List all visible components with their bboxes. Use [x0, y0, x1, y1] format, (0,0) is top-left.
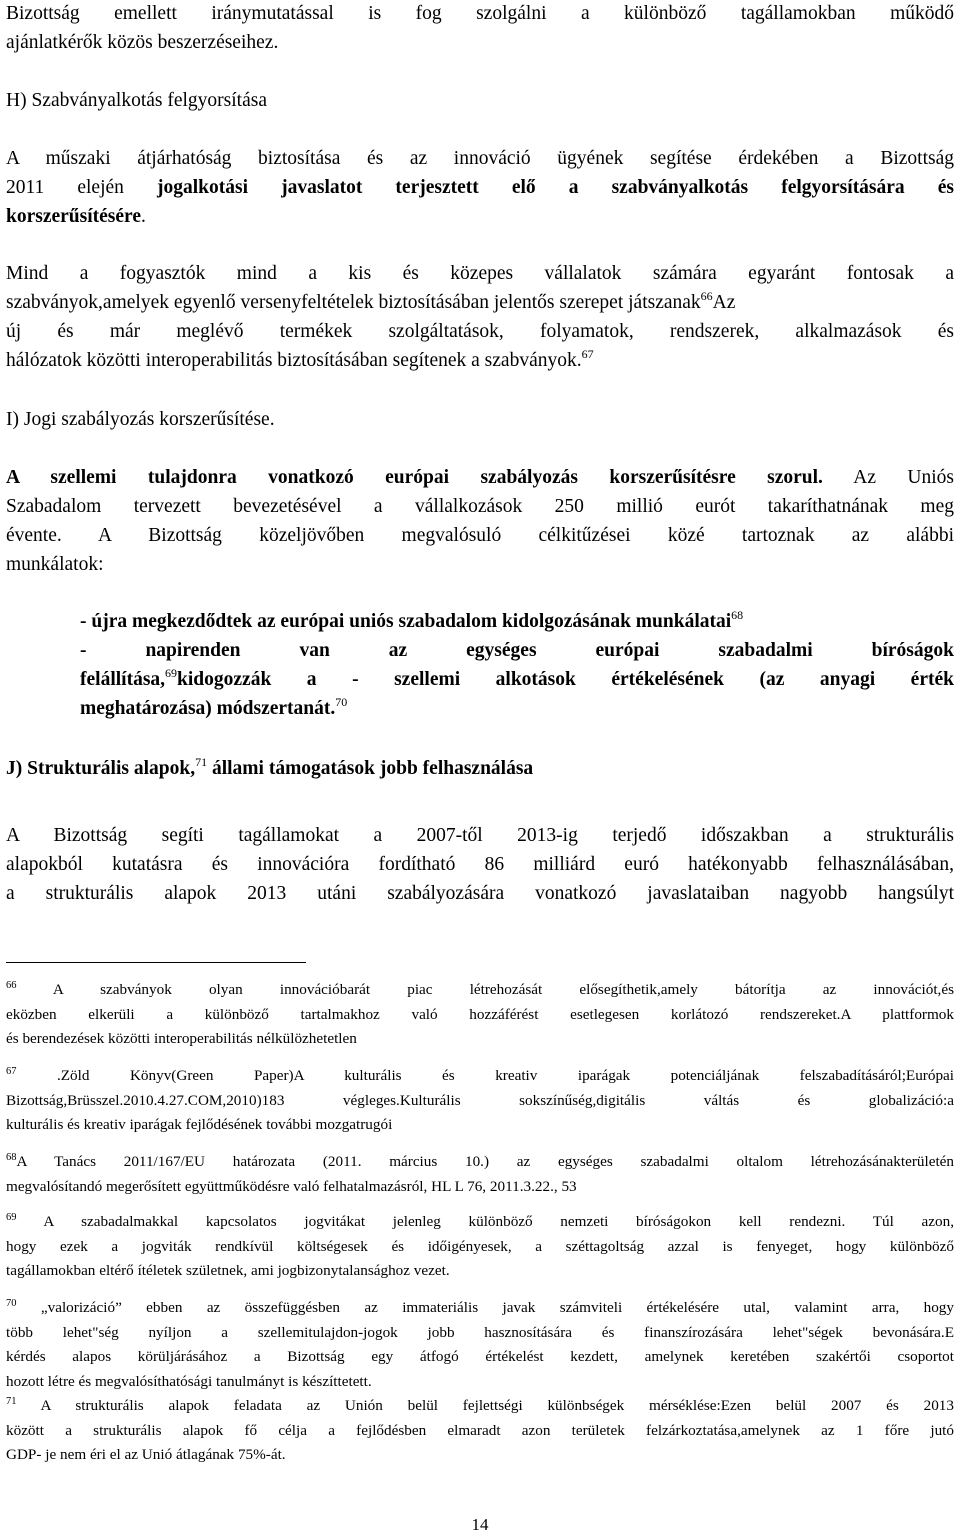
footnote-71	[6, 1394, 954, 1468]
footnote-ref[interactable]: 66	[700, 289, 713, 303]
text-span: A strukturális alapok feladata az Unión belül fejlettségi különbségek mérséklése:Ezen belül 2007 és 2013	[16, 1397, 954, 1414]
text-line	[6, 346, 954, 375]
bold-text: meghatározása) módszertanát.	[80, 698, 336, 719]
footnote-number: 69	[6, 1212, 17, 1223]
footnote-line: GDP- je nem éri el az Unió átlagának 75%-át.	[6, 1446, 286, 1463]
footnote-line: megvalósítandó megerősített együttműködésre való felhatalmazásról, HL L 76, 2011.3.22., 53	[6, 1177, 577, 1195]
text-line	[6, 202, 954, 231]
bullet-list	[80, 607, 954, 723]
list-item	[80, 694, 954, 723]
footnote-68	[6, 1150, 954, 1199]
footnote-line: eközben elkerüli a különböző tartalmakhoz való hozzáférést esetlegesen korlátozó rendszereket.A plattformok	[6, 1005, 954, 1023]
footnote-separator	[6, 962, 306, 963]
list-item	[80, 607, 954, 636]
text-span: Az Uniós	[822, 467, 954, 488]
paragraph-intro	[6, 0, 954, 57]
footnote-line: Bizottság,Brüsszel.2010.4.27.COM,2010)183 végleges.Kulturális sokszínűség,digitális váltás és globalizáció:a	[6, 1091, 954, 1109]
footnote-number: 67	[6, 1066, 17, 1077]
text-line: munkálatok:	[6, 554, 104, 575]
text-span: A Tanács 2011/167/EU határozata (2011. március 10.) az egységes szabadalmi oltalom létrehozásánakterületén	[16, 1153, 954, 1170]
footnote-line	[6, 978, 954, 1003]
footnote-line	[6, 1150, 954, 1175]
text-line: Bizottság emellett iránymutatással is fog szolgálni a különböző tagállamokban működő	[6, 3, 954, 24]
bold-text: - napirenden van az egységes európai szabadalmi bíróságok	[80, 640, 954, 661]
text-line: A műszaki átjárhatóság biztosítása és az innováció ügyének segítése érdekében a Bizottság	[6, 148, 954, 169]
text-line: a strukturális alapok 2013 utáni szabályozására vonatkozó javaslataiban nagyobb hangsúlyt	[6, 883, 954, 904]
paragraph-i	[6, 463, 954, 579]
bold-text: jogalkotási javaslatot terjesztett elő a szabványalkotás felgyorsítására és	[157, 177, 954, 198]
bold-text: állami támogatások jobb felhasználása	[211, 758, 534, 779]
footnote-69	[6, 1210, 954, 1284]
footnote-66	[6, 978, 954, 1052]
bold-text: A szellemi tulajdonra vonatkozó európai szabályozás korszerűsítésre szorul.	[6, 467, 823, 488]
heading-text	[6, 754, 954, 783]
paragraph-h	[6, 144, 954, 231]
text-line	[6, 463, 954, 492]
text-span: A szabványok olyan innovációbarát piac létrehozását elősegíthetik,amely bátorítja az innovációt,és	[16, 981, 954, 998]
bold-text: kidogozzák a - szellemi alkotások értékelésének (az anyagi érték	[177, 669, 954, 690]
text-line	[6, 288, 954, 317]
text-span: „valorizáció” ebben az összefüggésben az immateriális javak számviteli értékelésére utal, valamint arra, hogy	[16, 1299, 954, 1316]
text-line	[6, 173, 954, 202]
text-span: szabványok,amelyek egyenlő versenyfeltételek biztosításában jelentős szerepet játszanak	[6, 292, 701, 313]
paragraph-j	[6, 821, 954, 908]
footnote-line	[6, 1210, 954, 1235]
paragraph-standards	[6, 259, 954, 375]
section-heading-j	[6, 754, 954, 783]
list-item	[80, 665, 954, 694]
bold-text: J) Strukturális alapok,	[6, 758, 196, 779]
footnote-line	[6, 1064, 954, 1089]
bold-text: - újra megkezdődtek az európai uniós szabadalom kidolgozásának munkálatai	[80, 611, 732, 632]
list-item	[80, 636, 954, 665]
footnote-line: hogy ezek a jogviták rendkívül költségesek és időigényesek, a széttagoltság azzal is fenyeget, hogy különböző	[6, 1237, 954, 1255]
text-line: évente. A Bizottság közeljövőben megvalósuló célkitűzései közé tartoznak az alábbi	[6, 525, 954, 546]
footnote-line: között a strukturális alapok fő célja a fejlődésben elmaradt azon területek felzárkoztatása,amelynek az 1 főre jutó	[6, 1421, 954, 1439]
text-line: Szabadalom tervezett bevezetésével a vállalkozások 250 millió eurót takaríthatnának meg	[6, 496, 954, 517]
footnote-line: és berendezések közötti interoperabilitás nélkülözhetetlen	[6, 1030, 357, 1047]
footnote-67	[6, 1064, 954, 1138]
text-line: A Bizottság segíti tagállamokat a 2007-től 2013-ig terjedő időszakban a strukturális	[6, 825, 954, 846]
text-span: 2011 elején	[6, 177, 158, 198]
section-heading-i	[6, 405, 954, 434]
heading-text: H) Szabványalkotás felgyorsítása	[6, 90, 268, 111]
text-span: hálózatok közötti interoperabilitás biztosításában segítenek a szabványok.	[6, 350, 582, 371]
footnote-ref[interactable]: 69	[165, 666, 178, 680]
footnote-line: kérdés alapos körüljárásához a Bizottság egy átfogó értékelést kezdett, amelynek keretében szakértői csoportot	[6, 1348, 954, 1365]
footnote-number: 66	[6, 980, 17, 991]
heading-text: I) Jogi szabályozás korszerűsítése.	[6, 409, 275, 430]
footnote-number: 68	[6, 1152, 17, 1163]
footnote-ref[interactable]: 67	[581, 347, 594, 361]
footnote-line	[6, 1296, 954, 1321]
text-line: Mind a fogyasztók mind a kis és közepes vállalatok számára egyaránt fontosak a	[6, 263, 954, 284]
text-span: .Zöld Könyv(Green Paper)A kulturális és kreativ iparágak potenciáljának felszabadításáról;Európai	[16, 1067, 954, 1084]
footnote-line: hozott létre és megvalósíthatósági tanulmányt is készíttetett.	[6, 1372, 372, 1390]
bold-text: felállítása,	[80, 669, 166, 690]
bold-text: korszerűsítésére	[6, 206, 142, 227]
footnote-ref[interactable]: 70	[335, 695, 348, 709]
text-span: Az	[712, 292, 736, 313]
footnote-70	[6, 1296, 954, 1394]
text-line: ajánlatkérők közös beszerzéseihez.	[6, 32, 279, 53]
page-number: 14	[471, 1515, 489, 1534]
text-line: alapokból kutatásra és innovációra fordítható 86 milliárd euró hatékonyabb felhasználásában,	[6, 854, 954, 875]
footnote-line: tagállamokban eltérő ítéletek születnek, ami jogbizonytalansághoz vezet.	[6, 1262, 450, 1279]
text-line: új és már meglévő termékek szolgáltatások, folyamatok, rendszerek, alkalmazások és	[6, 321, 954, 342]
footnote-number: 70	[6, 1298, 17, 1309]
text-span: A szabadalmakkal kapcsolatos jogvitákat jelenleg különböző nemzeti bíróságokon kell rendezni. Túl azon,	[16, 1213, 954, 1230]
footnote-line: több lehet"ség nyíljon a szellemitulajdon-jogok jobb hasznosítására és finanszírozására lehet"ségek bevonására.E	[6, 1323, 954, 1341]
footnote-number: 71	[6, 1396, 17, 1407]
section-heading-h	[6, 86, 954, 115]
footnote-line	[6, 1394, 954, 1419]
footnote-ref[interactable]: 71	[195, 755, 208, 769]
text-span: .	[141, 206, 146, 227]
footnote-ref[interactable]: 68	[731, 608, 744, 622]
footnote-line: kulturális és kreativ iparágak fejlődésének további mozgatrugói	[6, 1116, 393, 1133]
